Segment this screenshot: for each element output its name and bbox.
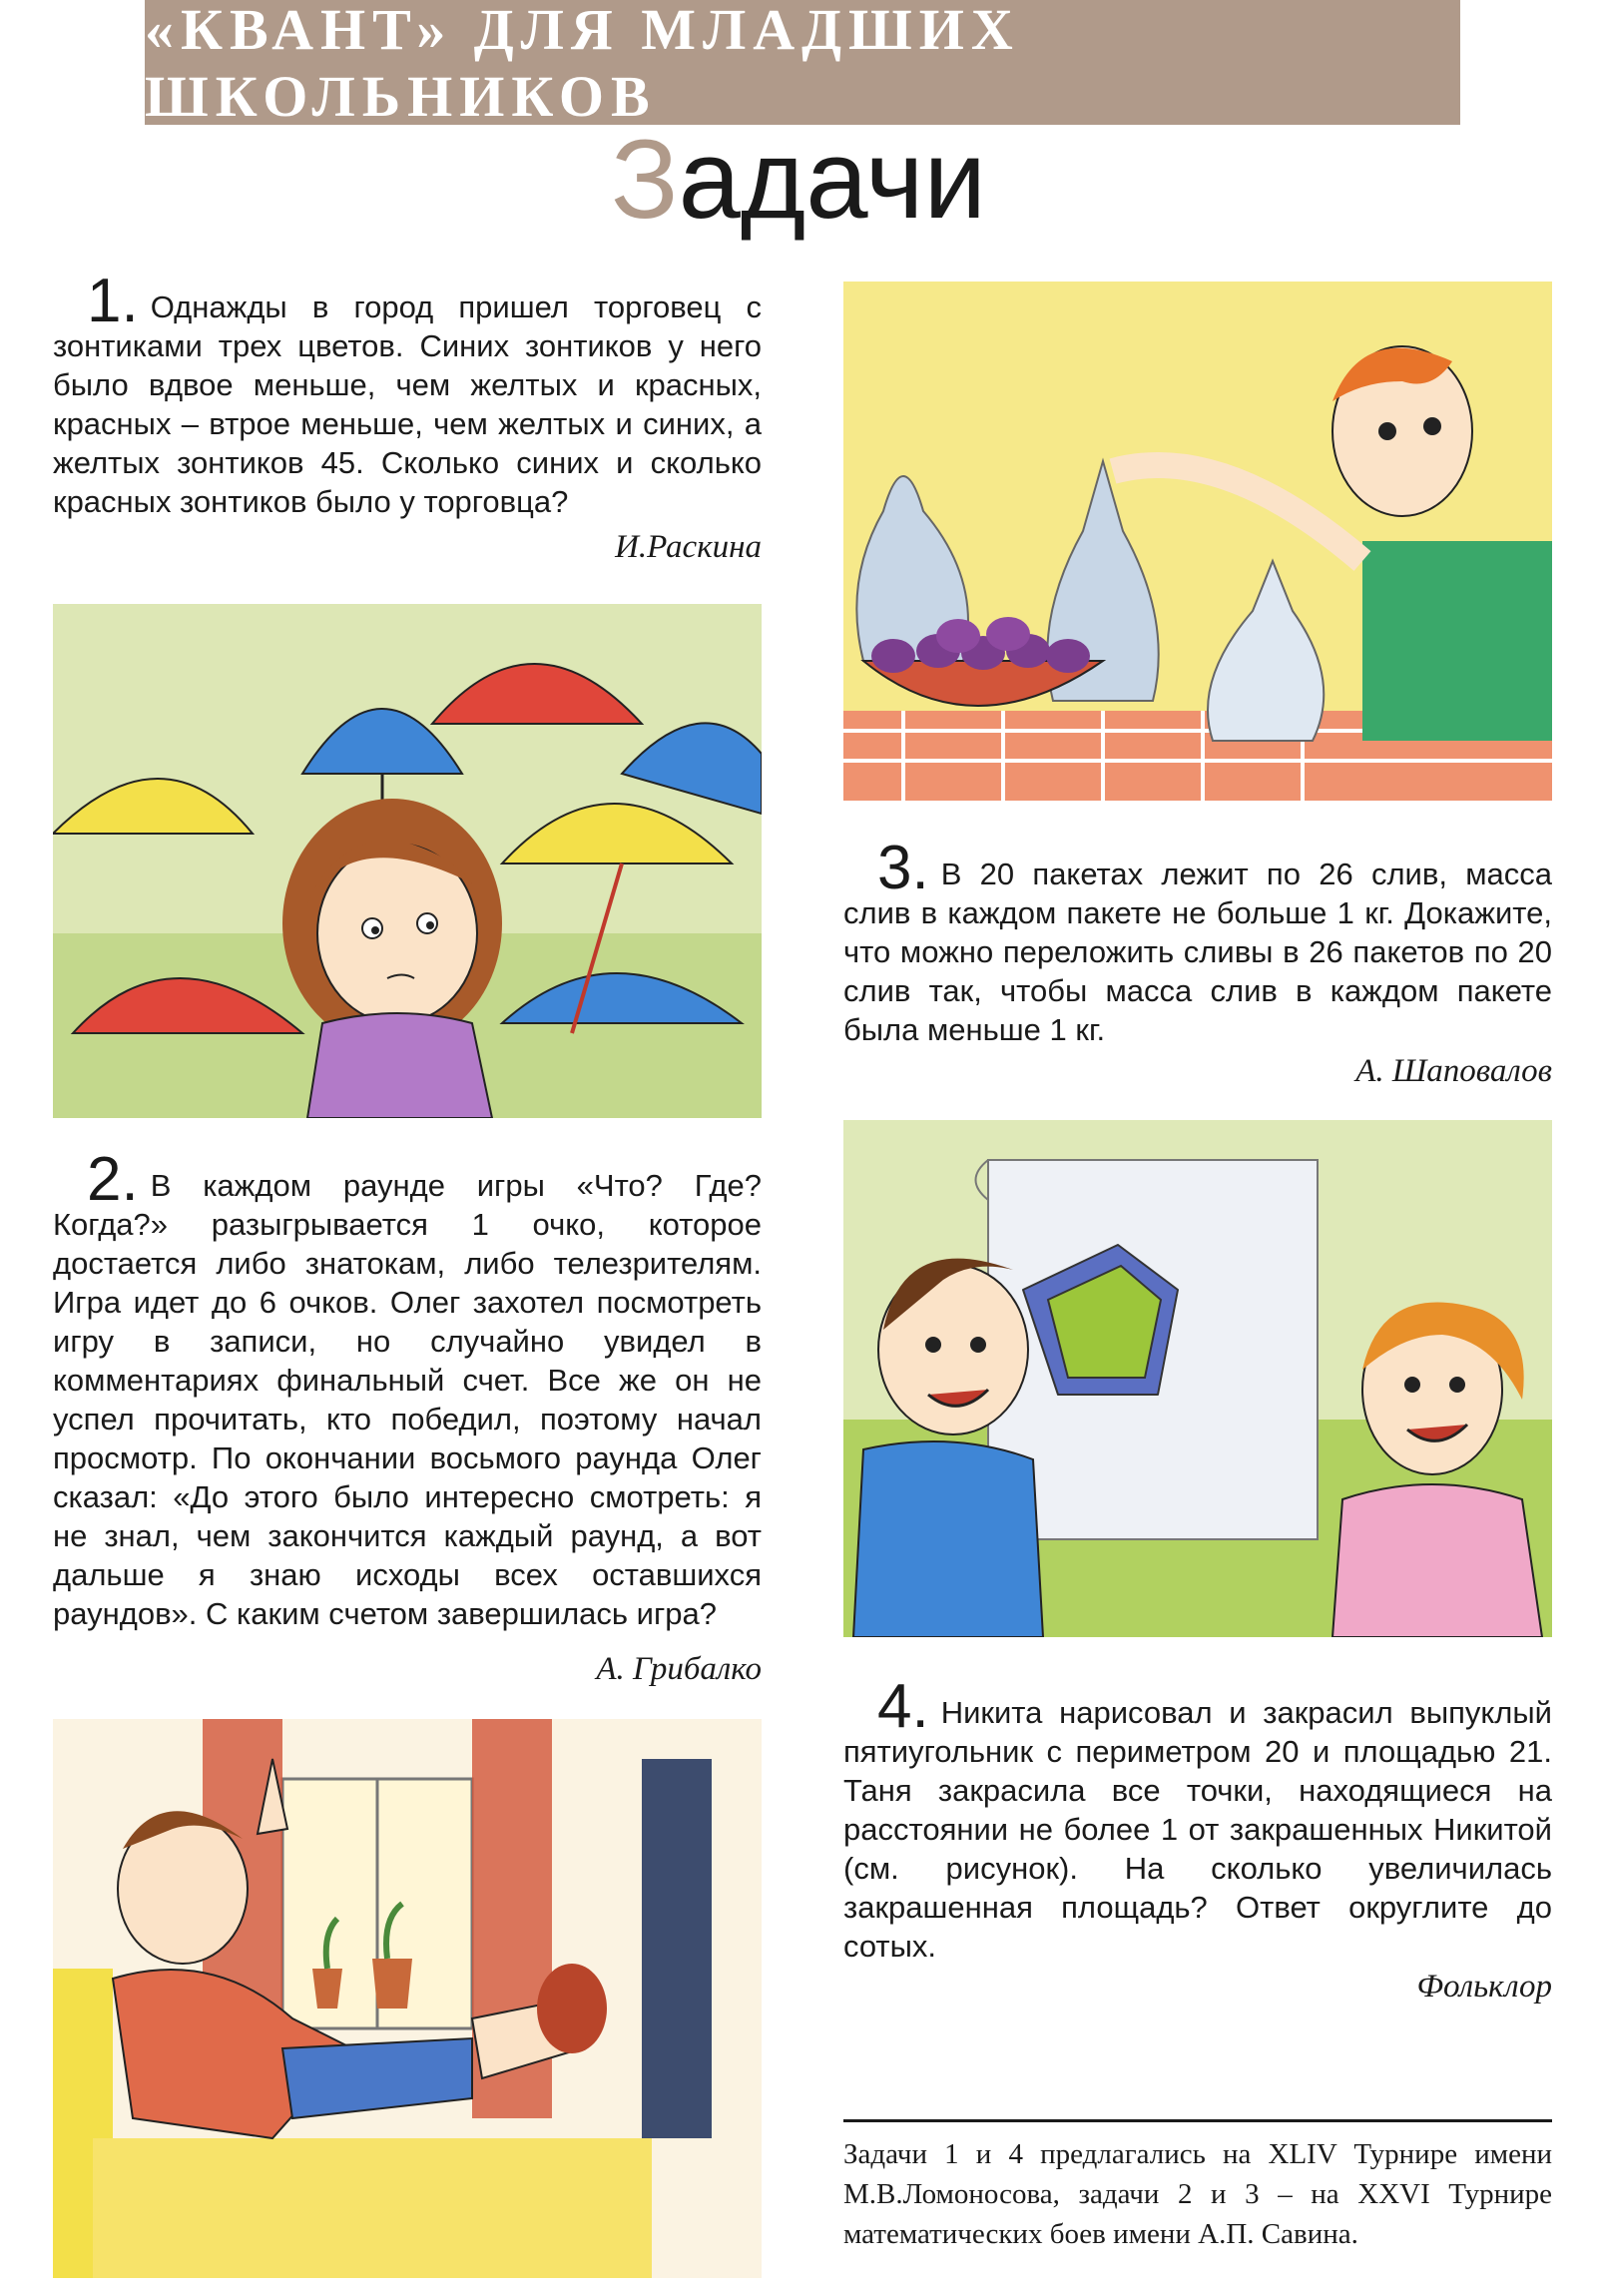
- problem-3-text: В 20 пакетах лежит по 26 слив, масса слив в каждом пакете не больше 1 кг. Докажите, что можно переложить сливы в 26 пакетов по 20 слив так, чтобы масса слив в каждом пакете была меньше 1 кг.: [843, 857, 1552, 1047]
- problem-3-author: А. Шаповалов: [1355, 1053, 1552, 1089]
- footnote-divider: [843, 2119, 1552, 2122]
- problem-2-number: 2.: [87, 1145, 139, 1214]
- page-title: [0, 115, 1597, 245]
- rubric-title: «КВАНТ» ДЛЯ МЛАДШИХ ШКОЛЬНИКОВ: [145, 0, 1020, 129]
- problem-2-text: В каждом раунде игры «Что? Где? Когда?» разыгрывается 1 очко, которое достается либо знатокам, либо телезрителям. Игра идет до 6 очков. Олег захотел посмотреть игру в записи, но случайно увидел в комментариях финальный счет. Все же он не успел прочитать, кто победил, поэтому начал просмотр. По окончании восьмого раунда Олег сказал: «До этого было интересно смотреть: я не знал, чем закончится каждый раунд, а вот дальше я знаю исходы всех оставшихся раундов». С каким счетом завершилась игра?: [53, 1168, 762, 1631]
- problem-4-author: Фольклор: [1416, 1969, 1552, 2005]
- problem-1-author: И.Раскина: [615, 529, 762, 565]
- problem-3-number: 3.: [877, 834, 929, 902]
- pentagon-illustration: [843, 1120, 1552, 1637]
- title-rest: адачи: [678, 117, 987, 242]
- problem-3: [843, 834, 1552, 1049]
- problem-1: [53, 267, 762, 521]
- problem-1-text: Однажды в город пришел торговец с зонтиками трех цветов. Синих зонтиков у него было вдвое меньше, чем желтых и красных, красных – втрое меньше, чем желтых и синих, а желтых зонтиков 45. Сколько синих и сколько красных зонтиков было у торговца?: [53, 289, 762, 519]
- boy-sofa-illustration: [53, 1719, 762, 2278]
- problem-2-author: А. Грибалко: [596, 1651, 762, 1687]
- plums-bags-illustration: [843, 282, 1552, 801]
- problem-4-text: Никита нарисовал и закрасил выпуклый пятиугольник с периметром 20 и площадью 21. Таня закрасила все точки, находящиеся на расстоянии не более 1 от закрашенных Никитой (см. рисунок). На сколько увеличилась закрашенная площадь? Ответ округлите до сотых.: [843, 1695, 1552, 1964]
- title-initial: З: [610, 117, 679, 242]
- umbrellas-illustration: [53, 604, 762, 1118]
- problem-2: [53, 1145, 762, 1633]
- problem-4: [843, 1672, 1552, 1966]
- problem-4-number: 4.: [877, 1672, 929, 1741]
- rubric-band: [145, 0, 1460, 129]
- footnote: Задачи 1 и 4 предлагались на XLIV Турнире имени М.В.Ломоносова, задачи 2 и 3 – на XXVI Турнире математических боев имени А.П. Савина.: [843, 2138, 1552, 2250]
- problem-1-number: 1.: [87, 267, 139, 335]
